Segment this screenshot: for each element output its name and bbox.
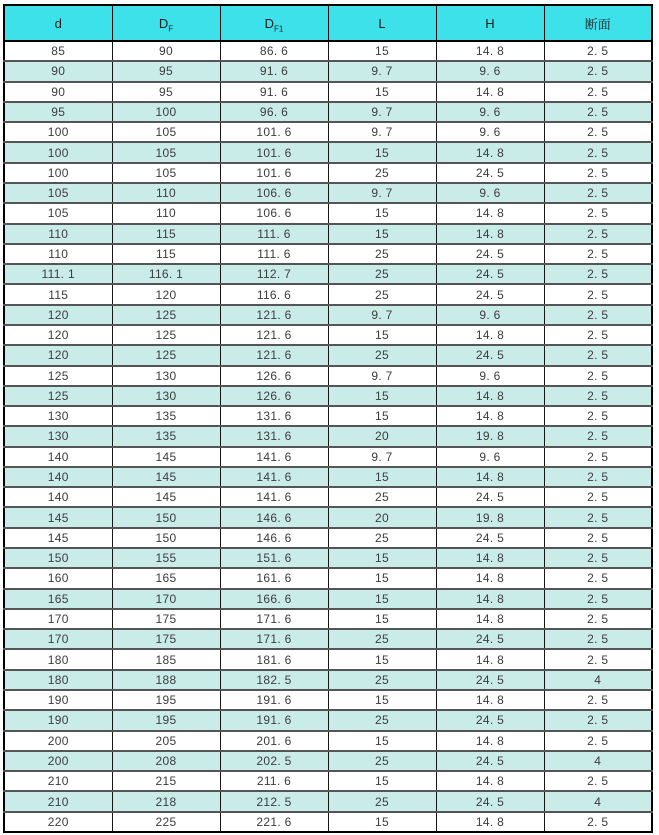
table-cell: 188 — [112, 670, 220, 690]
table-cell: 208 — [112, 751, 220, 771]
table-cell: 2. 5 — [544, 61, 652, 81]
table-cell: 15 — [328, 609, 436, 629]
table-row — [4, 629, 652, 649]
table-cell: 15 — [328, 548, 436, 568]
table-row — [4, 548, 652, 568]
table-cell: 9. 7 — [328, 122, 436, 142]
table-cell: 101. 6 — [220, 142, 328, 162]
table-cell: 15 — [328, 690, 436, 710]
table-cell: 195 — [112, 710, 220, 730]
table-cell: 120 — [112, 284, 220, 304]
table-cell: 24. 5 — [436, 710, 544, 730]
table-cell: 175 — [112, 609, 220, 629]
table-cell: 24. 5 — [436, 487, 544, 507]
table-cell: 210 — [4, 791, 112, 811]
table-cell: 86. 6 — [220, 41, 328, 61]
table-cell: 14. 8 — [436, 467, 544, 487]
table-cell: 24. 5 — [436, 629, 544, 649]
table-cell: 145 — [112, 487, 220, 507]
table-cell: 14. 8 — [436, 406, 544, 426]
column-header-label: L — [378, 15, 386, 31]
table-cell: 125 — [112, 305, 220, 325]
table-cell: 15 — [328, 224, 436, 244]
table-cell: 182. 5 — [220, 670, 328, 690]
table-cell: 116. 6 — [220, 284, 328, 304]
table-row — [4, 366, 652, 386]
table-cell: 121. 6 — [220, 325, 328, 345]
table-cell: 202. 5 — [220, 751, 328, 771]
table-cell: 4 — [544, 670, 652, 690]
table-cell: 135 — [112, 406, 220, 426]
table-row — [4, 386, 652, 406]
table-cell: 24. 5 — [436, 284, 544, 304]
table-row — [4, 163, 652, 183]
table-cell: 110 — [112, 203, 220, 223]
column-header-label: 断面 — [584, 16, 611, 32]
table-cell: 24. 5 — [436, 264, 544, 284]
table-cell: 15 — [328, 812, 436, 832]
table-cell: 14. 8 — [436, 548, 544, 568]
table-cell: 9. 6 — [436, 122, 544, 142]
table-cell: 221. 6 — [220, 812, 328, 832]
table-cell: 9. 6 — [436, 183, 544, 203]
table-cell: 9. 6 — [436, 447, 544, 467]
table-row — [4, 244, 652, 264]
table-cell: 95 — [112, 61, 220, 81]
column-header-l — [328, 5, 436, 41]
table-cell: 120 — [4, 345, 112, 365]
table-header — [4, 5, 652, 41]
table-cell: 2. 5 — [544, 528, 652, 548]
table-cell: 14. 8 — [436, 649, 544, 669]
table-cell: 130 — [112, 386, 220, 406]
table-cell: 2. 5 — [544, 771, 652, 791]
table-cell: 135 — [112, 426, 220, 446]
table-cell: 210 — [4, 771, 112, 791]
table-cell: 2. 5 — [544, 426, 652, 446]
column-header-subscript: F — [168, 24, 174, 34]
table-cell: 110 — [112, 183, 220, 203]
table-cell: 14. 8 — [436, 690, 544, 710]
table-cell: 9. 7 — [328, 447, 436, 467]
table-row — [4, 41, 652, 61]
table-cell: 25 — [328, 284, 436, 304]
table-cell: 14. 8 — [436, 386, 544, 406]
table-cell: 19. 8 — [436, 507, 544, 527]
table-cell: 24. 5 — [436, 670, 544, 690]
table-cell: 115 — [112, 244, 220, 264]
table-cell: 130 — [4, 426, 112, 446]
table-cell: 130 — [112, 366, 220, 386]
table-cell: 14. 8 — [436, 771, 544, 791]
table-cell: 212. 5 — [220, 791, 328, 811]
table-cell: 112. 7 — [220, 264, 328, 284]
table-cell: 201. 6 — [220, 731, 328, 751]
table-cell: 91. 6 — [220, 61, 328, 81]
column-header-label: D — [264, 15, 275, 31]
table-cell: 24. 5 — [436, 528, 544, 548]
table-cell: 9. 6 — [436, 61, 544, 81]
table-cell: 2. 5 — [544, 609, 652, 629]
table-cell: 15 — [328, 589, 436, 609]
table-cell: 25 — [328, 670, 436, 690]
table-cell: 141. 6 — [220, 487, 328, 507]
table-cell: 141. 6 — [220, 467, 328, 487]
table-cell: 14. 8 — [436, 568, 544, 588]
table-row — [4, 102, 652, 122]
table-cell: 126. 6 — [220, 366, 328, 386]
table-cell: 2. 5 — [544, 589, 652, 609]
table-cell: 175 — [112, 629, 220, 649]
table-cell: 116. 1 — [112, 264, 220, 284]
table-row — [4, 142, 652, 162]
column-header-df1 — [220, 5, 328, 41]
table-cell: 2. 5 — [544, 203, 652, 223]
column-header-label: d — [54, 15, 62, 31]
table-cell: 121. 6 — [220, 345, 328, 365]
table-cell: 20 — [328, 507, 436, 527]
table-cell: 25 — [328, 629, 436, 649]
table-cell: 90 — [4, 61, 112, 81]
table-row — [4, 82, 652, 102]
table-cell: 2. 5 — [544, 82, 652, 102]
table-cell: 25 — [328, 244, 436, 264]
table-cell: 2. 5 — [544, 325, 652, 345]
table-cell: 100 — [112, 102, 220, 122]
table-cell: 2. 5 — [544, 345, 652, 365]
table-cell: 2. 5 — [544, 649, 652, 669]
table-row — [4, 670, 652, 690]
table-cell: 145 — [112, 467, 220, 487]
table-cell: 125 — [112, 325, 220, 345]
table-cell: 4 — [544, 791, 652, 811]
table-cell: 191. 6 — [220, 690, 328, 710]
table-cell: 121. 6 — [220, 305, 328, 325]
table-cell: 105 — [112, 163, 220, 183]
table-cell: 2. 5 — [544, 406, 652, 426]
table-cell: 90 — [4, 82, 112, 102]
table-row — [4, 528, 652, 548]
table-cell: 170 — [112, 589, 220, 609]
table-row — [4, 305, 652, 325]
table-cell: 96. 6 — [220, 102, 328, 122]
table-cell: 218 — [112, 791, 220, 811]
table-cell: 25 — [328, 791, 436, 811]
table-cell: 25 — [328, 710, 436, 730]
table-cell: 105 — [4, 183, 112, 203]
table-cell: 151. 6 — [220, 548, 328, 568]
table-cell: 9. 7 — [328, 102, 436, 122]
table-cell: 2. 5 — [544, 812, 652, 832]
table-cell: 130 — [4, 406, 112, 426]
table-cell: 9. 7 — [328, 183, 436, 203]
table-cell: 25 — [328, 345, 436, 365]
table-row — [4, 710, 652, 730]
table-cell: 25 — [328, 751, 436, 771]
table-row — [4, 467, 652, 487]
table-cell: 101. 6 — [220, 163, 328, 183]
table-cell: 15 — [328, 771, 436, 791]
table-cell: 145 — [112, 447, 220, 467]
table-cell: 24. 5 — [436, 791, 544, 811]
table-cell: 106. 6 — [220, 183, 328, 203]
table-cell: 2. 5 — [544, 41, 652, 61]
table-cell: 131. 6 — [220, 426, 328, 446]
table-row — [4, 771, 652, 791]
table-cell: 2. 5 — [544, 305, 652, 325]
table-cell: 9. 6 — [436, 305, 544, 325]
spec-table — [3, 4, 653, 833]
table-row — [4, 751, 652, 771]
table-row — [4, 406, 652, 426]
table-cell: 2. 5 — [544, 366, 652, 386]
table-row — [4, 568, 652, 588]
table-cell: 190 — [4, 710, 112, 730]
table-row — [4, 447, 652, 467]
table-cell: 115 — [4, 284, 112, 304]
table-cell: 111. 6 — [220, 244, 328, 264]
table-cell: 2. 5 — [544, 122, 652, 142]
table-cell: 2. 5 — [544, 548, 652, 568]
table-cell: 2. 5 — [544, 568, 652, 588]
table-cell: 25 — [328, 163, 436, 183]
table-cell: 145 — [4, 528, 112, 548]
table-cell: 15 — [328, 568, 436, 588]
table-cell: 85 — [4, 41, 112, 61]
table-row — [4, 61, 652, 81]
table-cell: 140 — [4, 447, 112, 467]
table-cell: 161. 6 — [220, 568, 328, 588]
table-cell: 146. 6 — [220, 528, 328, 548]
table-cell: 215 — [112, 771, 220, 791]
table-row — [4, 609, 652, 629]
table-cell: 25 — [328, 528, 436, 548]
table-cell: 95 — [4, 102, 112, 122]
table-cell: 120 — [4, 325, 112, 345]
table-cell: 91. 6 — [220, 82, 328, 102]
table-cell: 101. 6 — [220, 122, 328, 142]
table-row — [4, 264, 652, 284]
table-cell: 131. 6 — [220, 406, 328, 426]
table-row — [4, 183, 652, 203]
table-cell: 105 — [4, 203, 112, 223]
table-cell: 14. 8 — [436, 589, 544, 609]
table-cell: 2. 5 — [544, 447, 652, 467]
column-header-label: D — [158, 15, 169, 31]
table-cell: 190 — [4, 690, 112, 710]
table-cell: 15 — [328, 386, 436, 406]
table-cell: 9. 7 — [328, 61, 436, 81]
table-cell: 205 — [112, 731, 220, 751]
table-row — [4, 122, 652, 142]
table-row — [4, 690, 652, 710]
table-cell: 195 — [112, 690, 220, 710]
table-cell: 2. 5 — [544, 507, 652, 527]
table-cell: 24. 5 — [436, 345, 544, 365]
table-cell: 120 — [4, 305, 112, 325]
table-cell: 15 — [328, 325, 436, 345]
table-row — [4, 224, 652, 244]
table-cell: 220 — [4, 812, 112, 832]
table-cell: 2. 5 — [544, 487, 652, 507]
table-row — [4, 589, 652, 609]
table-row — [4, 426, 652, 446]
table-cell: 24. 5 — [436, 751, 544, 771]
table-cell: 165 — [112, 568, 220, 588]
table-cell: 100 — [4, 122, 112, 142]
table-cell: 160 — [4, 568, 112, 588]
table-row — [4, 487, 652, 507]
spec-table-container — [3, 4, 653, 833]
table-cell: 140 — [4, 487, 112, 507]
table-cell: 106. 6 — [220, 203, 328, 223]
table-cell: 126. 6 — [220, 386, 328, 406]
table-cell: 165 — [4, 589, 112, 609]
table-cell: 14. 8 — [436, 812, 544, 832]
table-row — [4, 649, 652, 669]
table-row — [4, 791, 652, 811]
table-cell: 125 — [4, 366, 112, 386]
table-cell: 200 — [4, 751, 112, 771]
table-cell: 14. 8 — [436, 224, 544, 244]
table-header-row — [4, 5, 652, 41]
table-cell: 150 — [112, 507, 220, 527]
table-cell: 9. 6 — [436, 366, 544, 386]
table-cell: 2. 5 — [544, 731, 652, 751]
table-cell: 15 — [328, 203, 436, 223]
column-header-label: H — [485, 15, 495, 31]
table-cell: 14. 8 — [436, 731, 544, 751]
table-cell: 9. 7 — [328, 366, 436, 386]
table-row — [4, 345, 652, 365]
table-cell: 191. 6 — [220, 710, 328, 730]
table-cell: 15 — [328, 41, 436, 61]
table-cell: 211. 6 — [220, 771, 328, 791]
table-cell: 150 — [4, 548, 112, 568]
table-cell: 15 — [328, 82, 436, 102]
table-cell: 140 — [4, 467, 112, 487]
table-cell: 110 — [4, 224, 112, 244]
table-cell: 15 — [328, 406, 436, 426]
table-cell: 9. 6 — [436, 102, 544, 122]
table-cell: 100 — [4, 142, 112, 162]
table-cell: 24. 5 — [436, 163, 544, 183]
table-cell: 2. 5 — [544, 386, 652, 406]
table-cell: 14. 8 — [436, 325, 544, 345]
column-header-d — [4, 5, 112, 41]
table-cell: 2. 5 — [544, 183, 652, 203]
table-cell: 185 — [112, 649, 220, 669]
table-cell: 19. 8 — [436, 426, 544, 446]
table-cell: 170 — [4, 609, 112, 629]
table-cell: 150 — [112, 528, 220, 548]
table-cell: 15 — [328, 142, 436, 162]
table-cell: 171. 6 — [220, 629, 328, 649]
table-cell: 14. 8 — [436, 203, 544, 223]
table-row — [4, 325, 652, 345]
table-cell: 15 — [328, 731, 436, 751]
table-cell: 181. 6 — [220, 649, 328, 669]
column-header-h — [436, 5, 544, 41]
table-cell: 20 — [328, 426, 436, 446]
table-cell: 2. 5 — [544, 163, 652, 183]
table-cell: 111. 1 — [4, 264, 112, 284]
table-cell: 115 — [112, 224, 220, 244]
table-cell: 125 — [112, 345, 220, 365]
table-cell: 14. 8 — [436, 82, 544, 102]
table-cell: 171. 6 — [220, 609, 328, 629]
table-cell: 141. 6 — [220, 447, 328, 467]
table-cell: 200 — [4, 731, 112, 751]
table-cell: 14. 8 — [436, 41, 544, 61]
table-cell: 166. 6 — [220, 589, 328, 609]
table-cell: 90 — [112, 41, 220, 61]
table-cell: 145 — [4, 507, 112, 527]
table-cell: 105 — [112, 142, 220, 162]
table-cell: 105 — [112, 122, 220, 142]
table-cell: 95 — [112, 82, 220, 102]
table-cell: 2. 5 — [544, 690, 652, 710]
table-cell: 2. 5 — [544, 284, 652, 304]
table-cell: 100 — [4, 163, 112, 183]
table-cell: 15 — [328, 467, 436, 487]
table-row — [4, 731, 652, 751]
table-cell: 180 — [4, 649, 112, 669]
table-cell: 14. 8 — [436, 142, 544, 162]
table-cell: 110 — [4, 244, 112, 264]
table-cell: 2. 5 — [544, 710, 652, 730]
table-cell: 15 — [328, 649, 436, 669]
table-cell: 2. 5 — [544, 224, 652, 244]
table-cell: 146. 6 — [220, 507, 328, 527]
table-cell: 14. 8 — [436, 609, 544, 629]
table-cell: 225 — [112, 812, 220, 832]
table-cell: 2. 5 — [544, 629, 652, 649]
table-row — [4, 812, 652, 832]
table-cell: 2. 5 — [544, 102, 652, 122]
table-row — [4, 203, 652, 223]
table-cell: 2. 5 — [544, 244, 652, 264]
table-row — [4, 507, 652, 527]
table-body — [4, 41, 652, 832]
table-cell: 24. 5 — [436, 244, 544, 264]
column-header-df — [112, 5, 220, 41]
table-cell: 2. 5 — [544, 264, 652, 284]
table-cell: 9. 7 — [328, 305, 436, 325]
table-row — [4, 284, 652, 304]
table-cell: 2. 5 — [544, 142, 652, 162]
table-cell: 170 — [4, 629, 112, 649]
table-cell: 111. 6 — [220, 224, 328, 244]
table-cell: 4 — [544, 751, 652, 771]
table-cell: 125 — [4, 386, 112, 406]
table-cell: 155 — [112, 548, 220, 568]
column-header-subscript: F1 — [274, 24, 284, 34]
table-cell: 2. 5 — [544, 467, 652, 487]
table-cell: 180 — [4, 670, 112, 690]
column-header-section — [544, 5, 652, 41]
table-cell: 25 — [328, 264, 436, 284]
table-cell: 25 — [328, 487, 436, 507]
